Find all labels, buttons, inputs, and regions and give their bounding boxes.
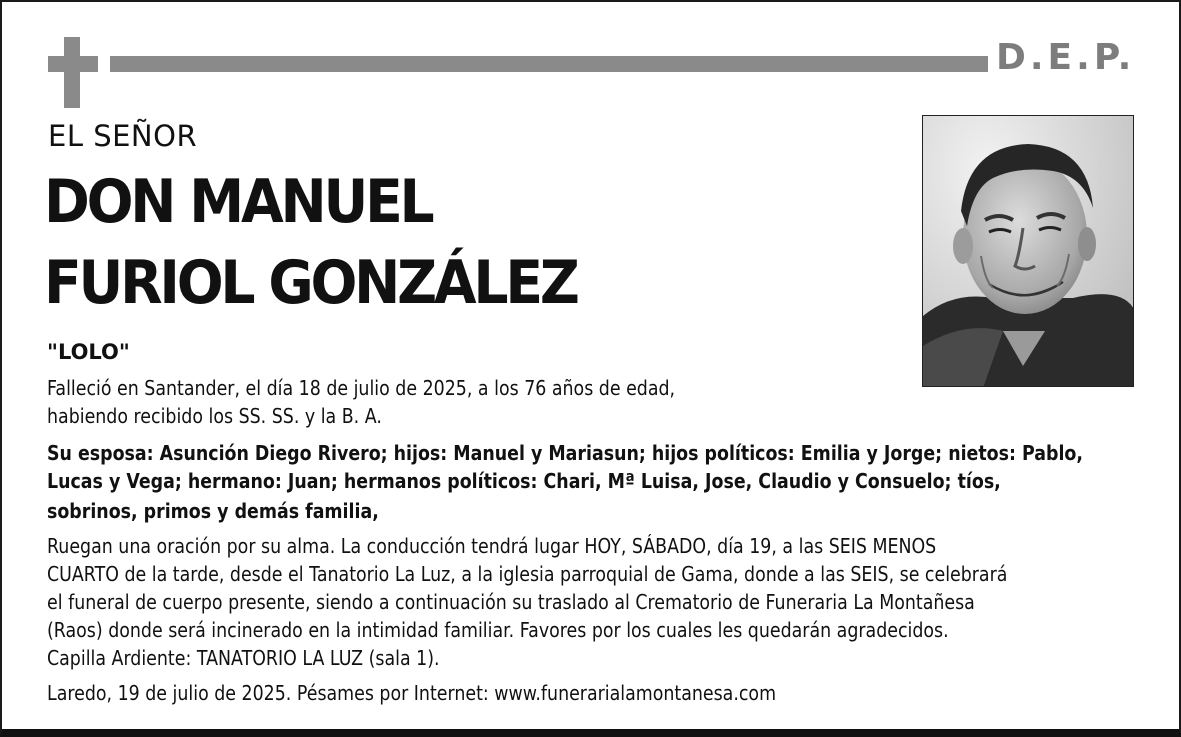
- family-line1: Su esposa: Asunción Diego Rivero; hijos: Manuel y Mariasun; hijos políticos: Emilia y Jorge; nietos: Pablo,: [47, 441, 1084, 465]
- header-rule: [110, 56, 988, 72]
- intro-text: EL SEÑOR: [48, 119, 198, 153]
- service-line1: Ruegan una oración por su alma. La conducción tendrá lugar HOY, SÁBADO, día 19, a las SEIS MENOS: [47, 534, 937, 558]
- cross-icon: [64, 37, 80, 108]
- death-info-line2: habiendo recibido los SS. SS. y la B. A.: [47, 404, 382, 428]
- cross-icon-bar: [48, 56, 98, 72]
- portrait-photo: [922, 115, 1134, 387]
- deceased-name-line1: DON MANUEL: [44, 167, 432, 237]
- service-line3: el funeral de cuerpo presente, siendo a continuación su traslado al Crematorio de Funeraria La Montañesa: [47, 590, 975, 614]
- dep-heading: D.E.P.: [996, 37, 1136, 78]
- service-line2: CUARTO de la tarde, desde el Tanatorio La Luz, a la iglesia parroquial de Gama, donde a las SEIS, se celebrará: [47, 562, 1008, 586]
- service-line4: (Raos) donde será incinerado en la intimidad familiar. Favores por los cuales les quedarán agradecidos.: [47, 618, 949, 642]
- portrait-illustration: [923, 116, 1134, 387]
- family-line2: Lucas y Vega; hermano: Juan; hermanos políticos: Chari, Mª Luisa, Jose, Claudio y Consuelo; tíos,: [47, 469, 1001, 493]
- nickname: "LOLO": [47, 340, 130, 364]
- deceased-name-line2: FURIOL GONZÁLEZ: [44, 248, 577, 318]
- service-line5: Capilla Ardiente: TANATORIO LA LUZ (sala 1).: [47, 646, 440, 670]
- footer-text: Laredo, 19 de julio de 2025. Pésames por Internet: www.funerarialamontanesa.com: [47, 681, 777, 705]
- death-info-line1: Falleció en Santander, el día 18 de julio de 2025, a los 76 años de edad,: [47, 376, 676, 400]
- family-line3: sobrinos, primos y demás familia,: [47, 499, 379, 523]
